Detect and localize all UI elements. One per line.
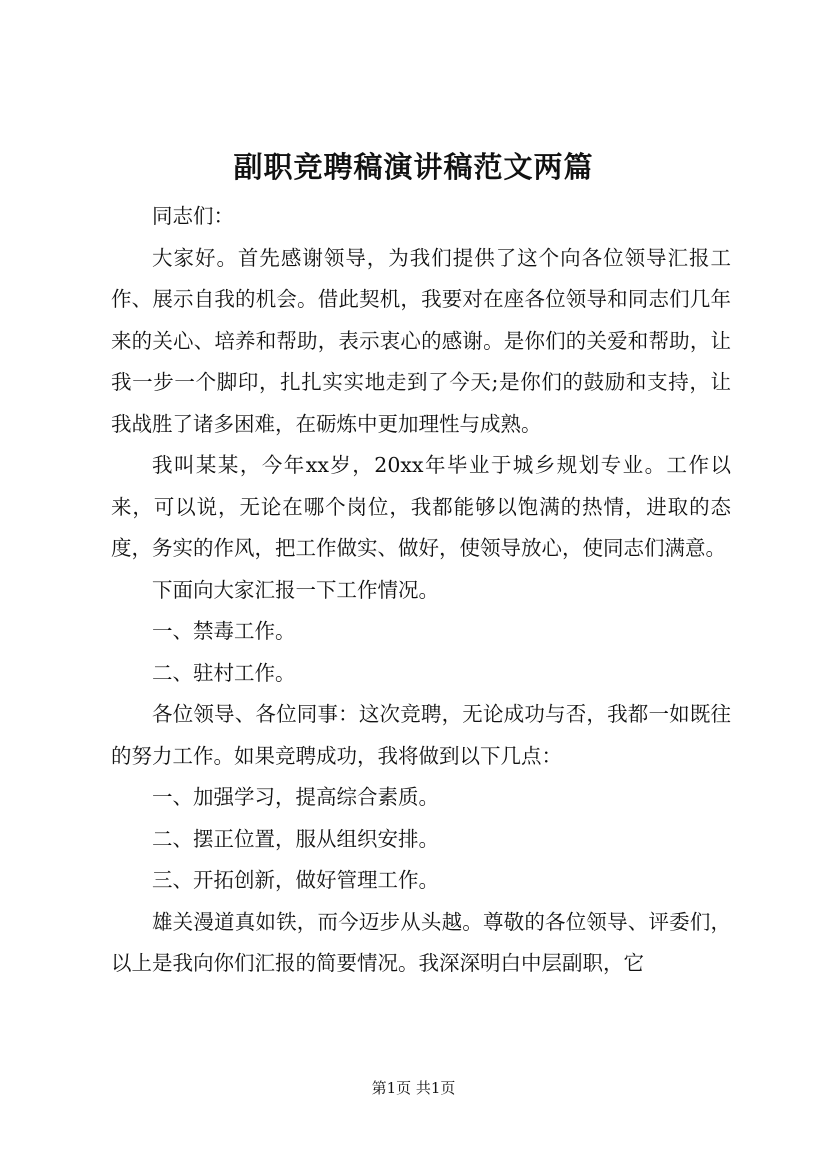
- document-body: [111, 196, 731, 985]
- document-title: 副职竞聘稿演讲稿范文两篇: [233, 150, 594, 184]
- page-footer: 第1页 共1页: [371, 1079, 456, 1097]
- list-item: 一、禁毒工作。: [152, 619, 296, 643]
- list-item: 三、开拓创新，做好管理工作。: [152, 868, 439, 892]
- body-paragraph: 下面向大家汇报一下工作情况。: [152, 577, 439, 602]
- body-paragraph: 雄关漫道真如铁，而今迈步从头越。尊敬的各位领导、评委们，以上是我向你们汇报的简要情况。我深深明白中层副职，它: [111, 909, 731, 975]
- body-paragraph: 各位领导、各位同事：这次竞聘，无论成功与否，我都一如既往的努力工作。如果竞聘成功，我将做到以下几点：: [111, 702, 731, 768]
- list-item: 一、加强学习，提高综合素质。: [152, 785, 439, 809]
- greeting-paragraph: 同志们：: [152, 204, 234, 228]
- body-paragraph: 大家好。首先感谢领导，为我们提供了这个向各位领导汇报工作、展示自我的机会。借此契机，我要对在座各位领导和同志们几年来的关心、培养和帮助，表示衷心的感谢。是你们的关爱和帮助，让我一步一个脚印，扎扎实实地走到了今天;是你们的鼓励和支持，让我战胜了诸多困难，在砺炼中更加理性与成熟。: [111, 245, 731, 436]
- list-item: 二、驻村工作。: [152, 660, 296, 685]
- list-item: 二、摆正位置，服从组织安排。: [152, 826, 439, 851]
- body-paragraph: 我叫某某，今年xx岁，20xx年毕业于城乡规划专业。工作以来，可以说，无论在哪个岗位，我都能够以饱满的热情，进取的态度，务实的作风，把工作做实、做好，使领导放心，使同志们满意。: [111, 453, 731, 560]
